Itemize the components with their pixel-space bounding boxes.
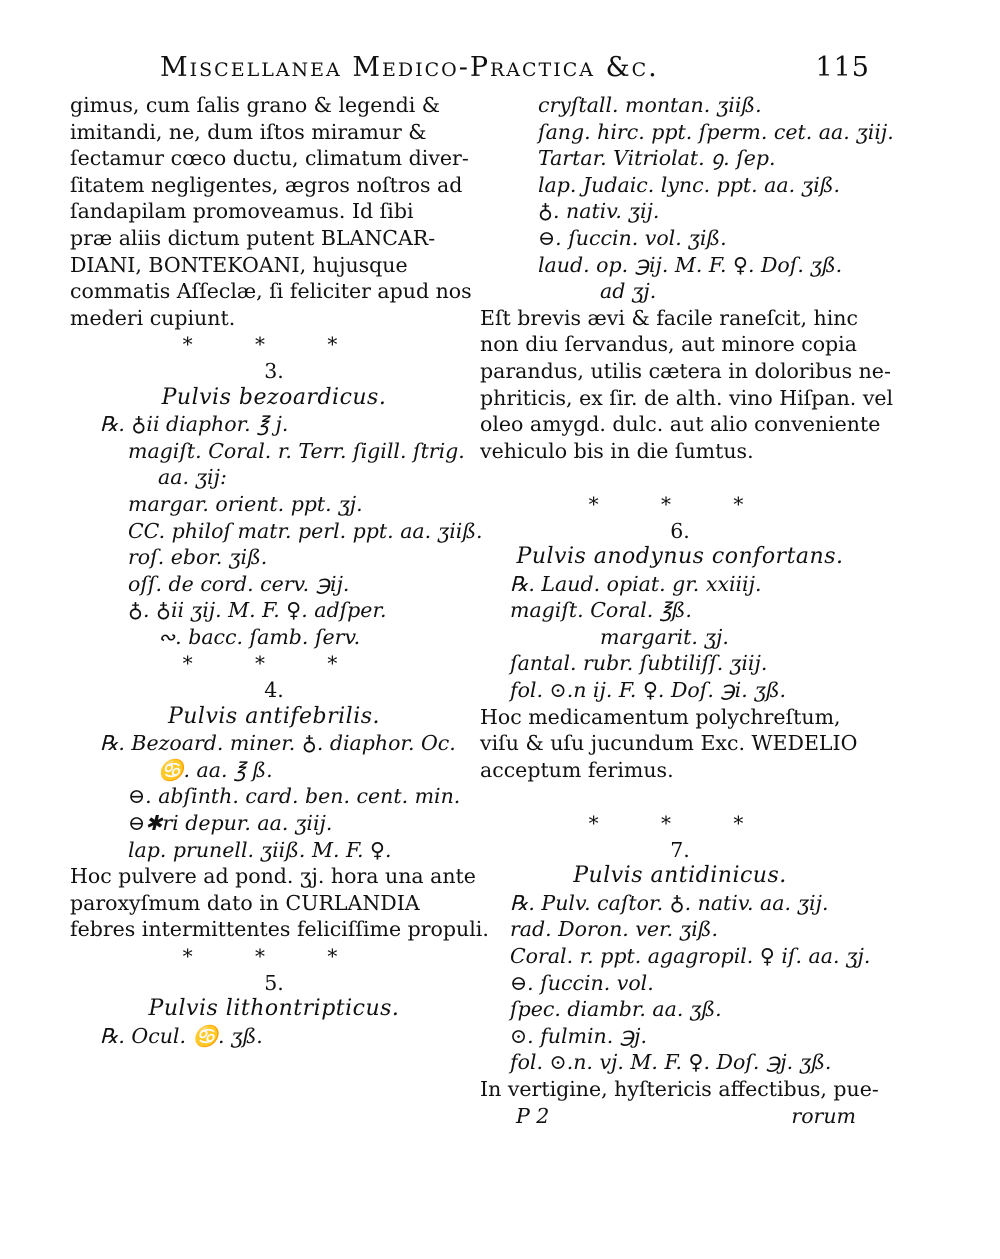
right-line-prose — [480, 783, 880, 810]
right-line-prose: Hoc medicamentum polychreſtum, — [480, 704, 841, 729]
right-line-prose: Eſt brevis ævi & facile raneſcit, hinc — [480, 305, 858, 330]
left-line-rx: lap. prunell. ʒiiß. M. F. ♀. — [128, 837, 392, 862]
running-title: Miscellanea Medico-Practica &c. — [160, 52, 659, 83]
left-line-stars: * * * — [182, 332, 366, 357]
running-header — [160, 52, 870, 92]
left-line-rx: ⊖✱ri depur. aa. ʒiij. — [128, 811, 333, 836]
right-line-rx: Tartar. Vitriolat. ꝯ. ſep. — [538, 146, 776, 171]
right-line-prose: viſu & uſu jucundum Exc. WEDELIO — [480, 731, 858, 756]
left-line-rx: ♁. ♁ii ʒij. M. F. ♀. adſper. — [128, 598, 387, 623]
right-line-prose: vehiculo bis in die ſumtus. — [480, 438, 754, 463]
left-line-prose: præ aliis dictum putent BLANCAR- — [70, 225, 436, 250]
right-line-rx: ſang. hirc. ppt. ſperm. cet. aa. ʒiij. — [538, 119, 894, 144]
left-line-title: Pulvis bezoardicus. — [161, 384, 387, 410]
right-line-rx: ⊖. ſuccin. vol. — [510, 970, 654, 995]
left-line-prose: febres intermittentes feliciſſime propuli. — [70, 917, 489, 942]
right-line-prose: acceptum ferimus. — [480, 757, 674, 782]
left-line-rx: ℞. Bezoard. miner. ♁. diaphor. Oc. — [100, 731, 456, 756]
left-line-num: 3. — [264, 358, 284, 383]
right-line-title: Pulvis anodynus confortans. — [516, 544, 844, 570]
right-line-prose: phriticis, ex ſir. de alth. vino Hiſpan. vel — [480, 385, 894, 410]
left-line-rx: oſſ. de cord. cerv. ℈ij. — [128, 571, 350, 596]
left-line-prose: Hoc pulvere ad pond. ʒj. hora una ante — [70, 864, 476, 889]
left-line-num: 5. — [264, 970, 284, 995]
right-line-rx: ſantal. rubr. ſubtiliſſ. ʒiij. — [510, 651, 768, 676]
page-number: 115 — [815, 52, 870, 83]
right-line-rx: ℞. Pulv. caſtor. ♁. nativ. aa. ʒij. — [510, 890, 829, 915]
left-line-prose: gimus, cum ſalis grano & legendi & — [70, 93, 441, 117]
left-line-prose: commatis Aſſeclæ, ſi feliciter apud nos — [70, 279, 472, 304]
left-line-rx: roſ. ebor. ʒiß. — [128, 545, 268, 570]
right-line-rx: rad. Doron. ver. ʒiß. — [510, 917, 718, 942]
right-line-rx: lap. Judaic. lync. ppt. aa. ʒiß. — [538, 172, 840, 197]
right-line-rx: magiſt. Coral. ℥ß. — [510, 598, 692, 623]
right-line-rx: ℞. Laud. opiat. gr. xxiiij. — [510, 571, 762, 596]
right-line-prose: oleo amygd. dulc. aut alio conveniente — [480, 412, 881, 437]
left-line-title: Pulvis antifebrilis. — [167, 703, 381, 729]
right-line-prose: non diu ſervandus, aut minore copia — [480, 332, 857, 357]
right-line-rx: ſpec. diambr. aa. ʒß. — [510, 997, 722, 1022]
right-line-rx: margarit. ʒj. — [600, 624, 729, 649]
left-line-prose: ſitatem negligentes, ægros noſtros ad — [70, 172, 463, 197]
right-line-rx: ⊖. ſuccin. vol. ʒiß. — [538, 225, 727, 250]
right-line-prose: In vertigine, hyſtericis affectibus, pue- — [480, 1076, 879, 1101]
left-line-rx: ℞. ♁ii diaphor. ℥ j. — [100, 412, 289, 437]
right-line-rx: ♁. nativ. ʒij. — [538, 199, 660, 224]
right-line-prose: parandus, utilis cætera in doloribus ne- — [480, 358, 891, 383]
right-line-prose — [480, 464, 880, 491]
right-line-title: Pulvis antidinicus. — [573, 863, 787, 889]
right-line-num: 6. — [670, 518, 690, 543]
left-line-stars: * * * — [182, 651, 366, 676]
left-line-rx: ♋. aa. ℥ ß. — [158, 757, 273, 782]
left-line-prose: ſandapilam promoveamus. Id ſibi — [70, 199, 414, 224]
left-line-rx: CC. philoſ matr. perl. ppt. aa. ʒiiß. — [128, 518, 483, 543]
left-line-rx: aa. ʒij: — [158, 465, 227, 490]
left-line-prose: paroxyſmum dato in CURLANDIA — [70, 890, 420, 915]
right-line-stars: * * * — [588, 811, 772, 836]
right-line-rx: ad ʒj. — [600, 279, 657, 304]
right-line-rx: fol. ⊙.n. vj. M. F. ♀. Doſ. ℈j. ʒß. — [510, 1050, 832, 1075]
left-line-rx: magiſt. Coral. r. Terr. ſigill. ſtrig. — [128, 438, 465, 463]
left-line-title: Pulvis lithontripticus. — [148, 996, 400, 1022]
left-column — [70, 92, 489, 1049]
left-line-rx: ⊖. abſinth. card. ben. cent. min. — [128, 784, 461, 809]
signature-mark: P 2 — [516, 1103, 550, 1128]
catchword: rorum — [791, 1103, 856, 1128]
right-column — [480, 92, 894, 1129]
right-line-rx: cryſtall. montan. ʒiiß. — [538, 93, 762, 117]
right-line-rx: laud. op. ℈ij. M. F. ♀. Doſ. ʒß. — [538, 252, 843, 277]
right-line-rx: fol. ⊙.n ij. F. ♀. Doſ. ℈i. ʒß. — [510, 678, 787, 703]
left-line-prose: DIANI, BONTEKOANI, hujusque — [70, 252, 408, 277]
left-line-rx: ∾. bacc. ſamb. ſerv. — [158, 624, 361, 649]
right-line-rx: ⊙. fulmin. ℈j. — [510, 1023, 647, 1048]
left-line-num: 4. — [264, 678, 284, 703]
left-line-rx: ℞. Ocul. ♋. ʒß. — [100, 1023, 263, 1048]
footer-line — [480, 1103, 880, 1130]
left-line-stars: * * * — [182, 944, 366, 968]
left-line-prose: mederi cupiunt. — [70, 305, 236, 330]
right-line-num: 7. — [670, 837, 690, 862]
right-line-stars: * * * — [588, 491, 772, 516]
left-line-prose: ſectamur cœco ductu, climatum diver- — [70, 146, 469, 171]
left-line-rx: margar. orient. ppt. ʒj. — [128, 491, 363, 516]
right-line-rx: Coral. r. ppt. agagropil. ♀ iſ. aa. ʒj. — [510, 944, 871, 968]
left-line-prose: imitandi, ne, dum iſtos miramur & — [70, 119, 427, 144]
